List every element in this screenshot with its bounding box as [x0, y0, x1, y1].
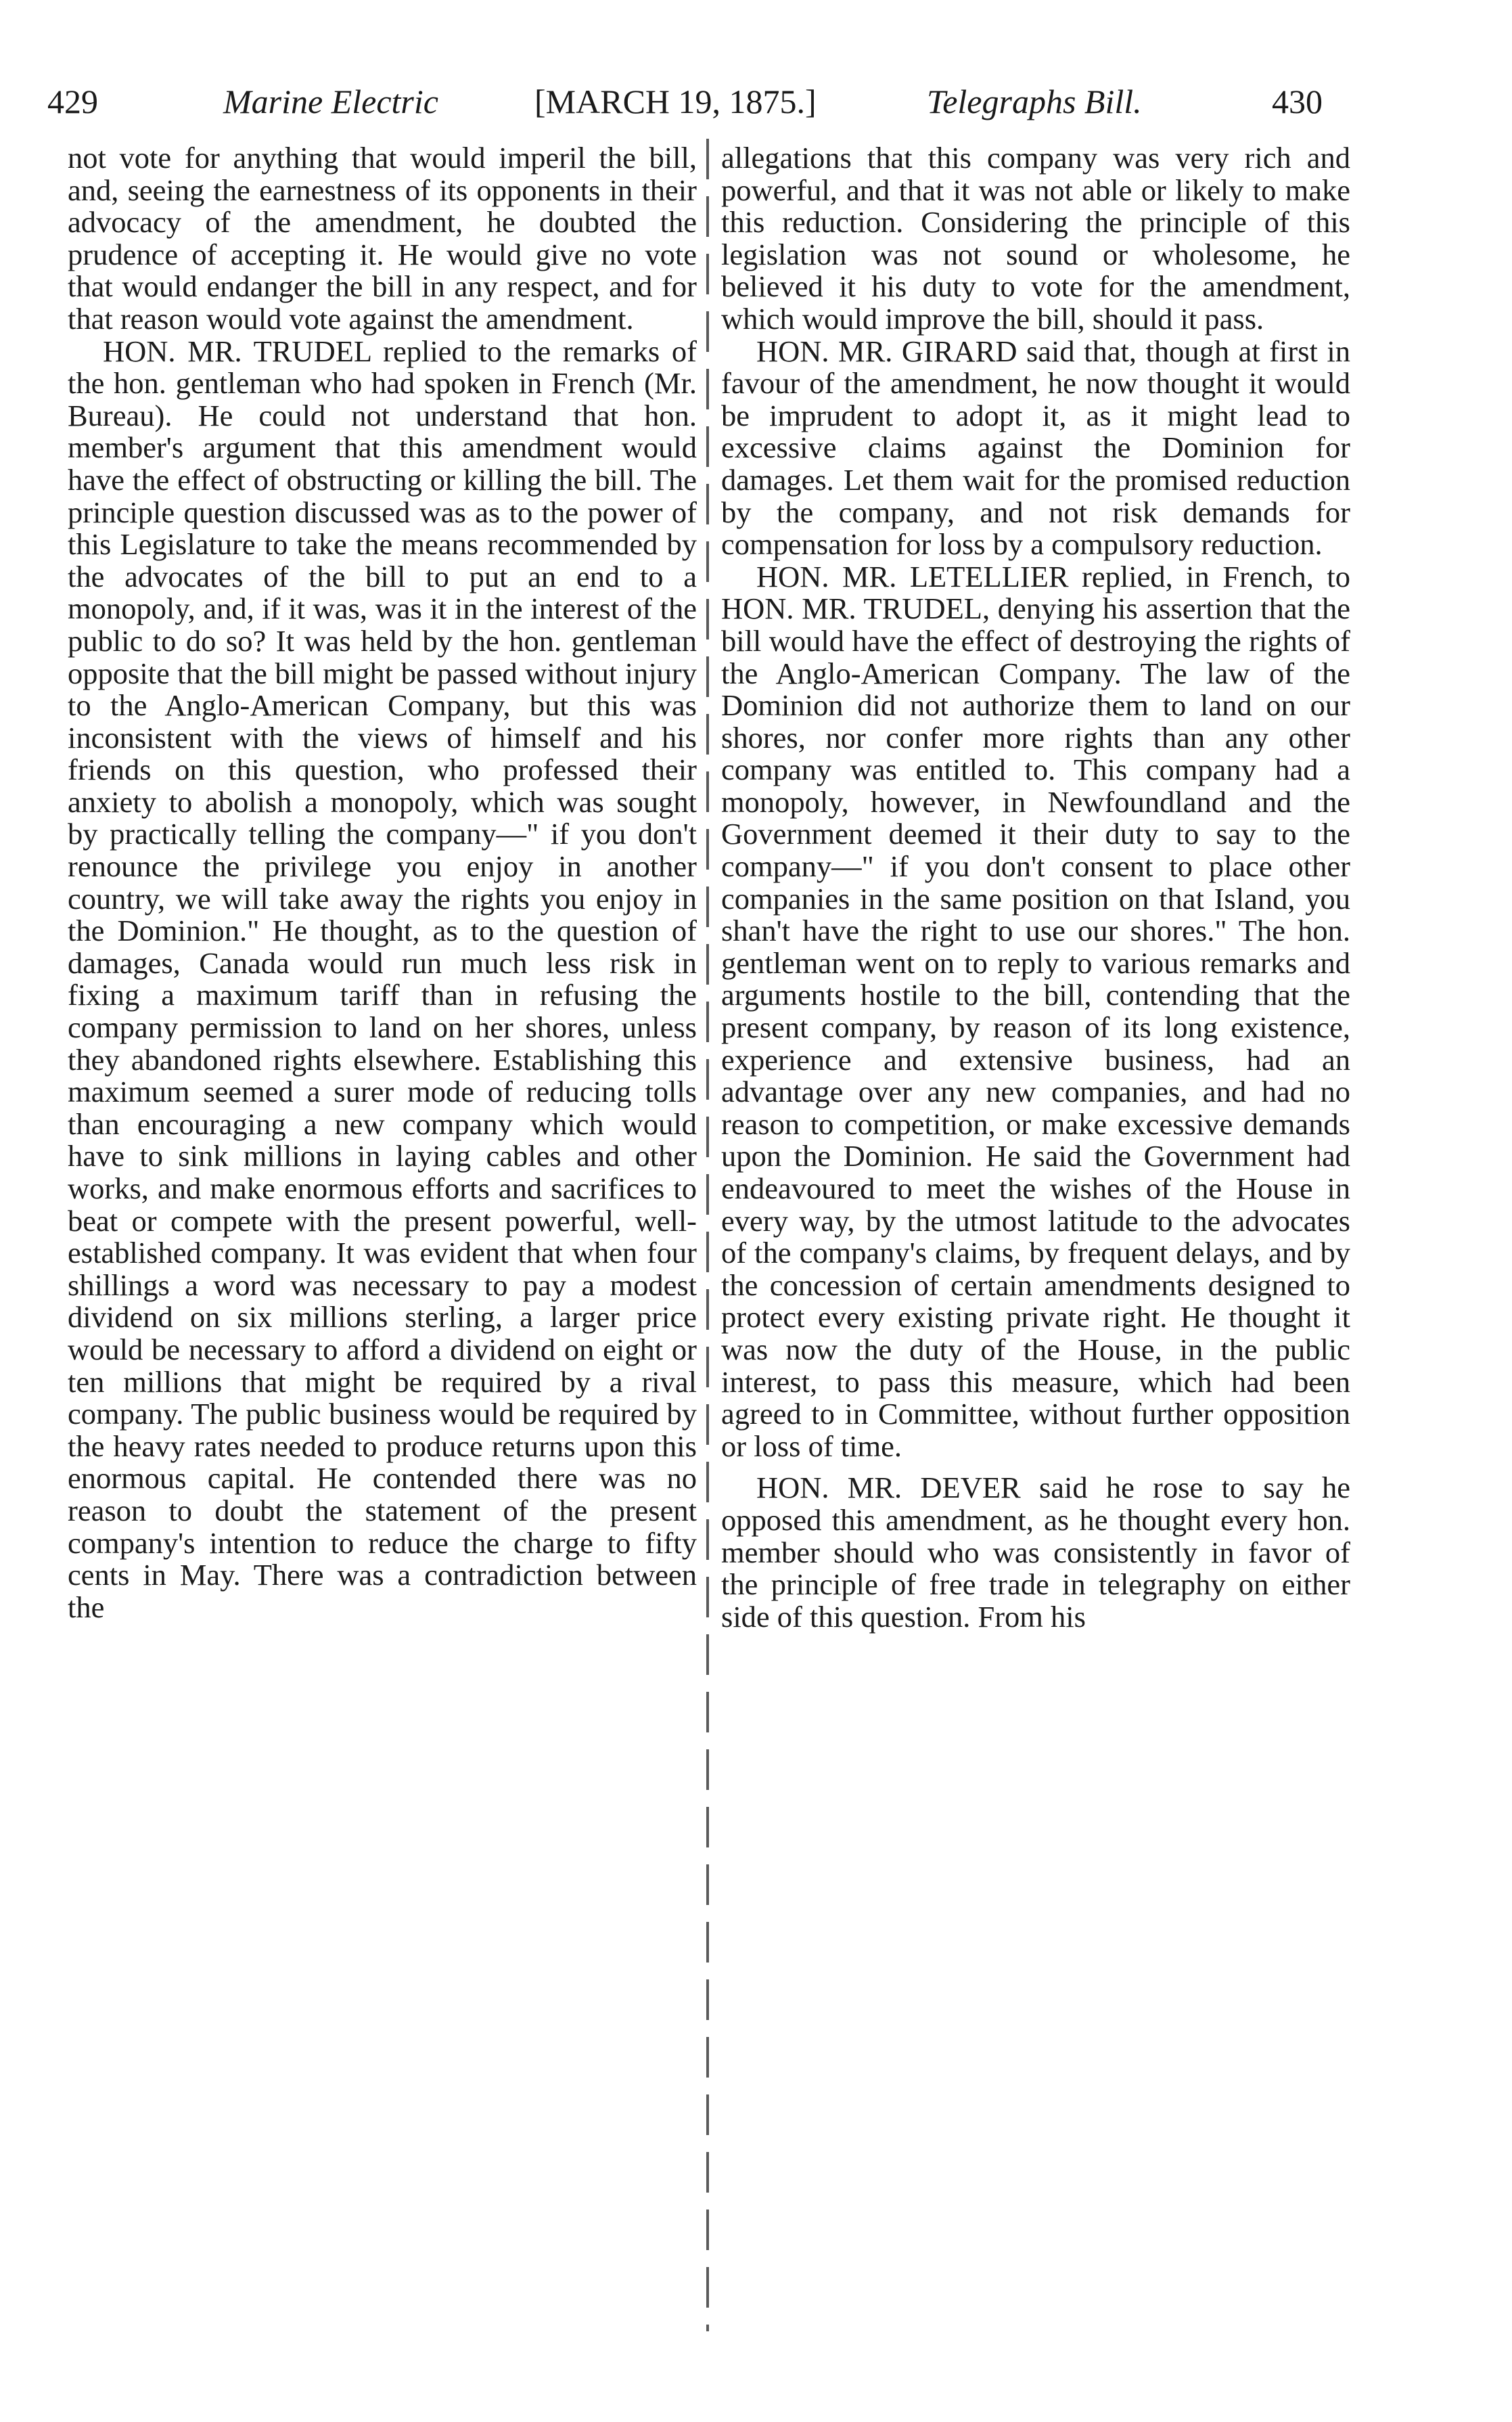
- header-date: [MARCH 19, 1875.]: [534, 83, 817, 120]
- right-running-title: Telegraphs Bill.: [927, 83, 1142, 120]
- right-page-number: 430: [1272, 83, 1323, 120]
- paragraph: not vote for anything that would imperil the bill, and, seeing the earnestness of its opponents in their advocacy of the amendment, he doubted the prudence of accepting it. He would give no vote that would endanger the bill in any respect, and for that reason would vote against the amendment.: [68, 141, 697, 336]
- left-column: [68, 142, 697, 1623]
- left-running-title: Marine Electric: [223, 83, 438, 120]
- paragraph: HON. MR. GIRARD said that, though at first in favour of the amendment, he now thought it would be imprudent to adopt it, as it might lead to excessive claims against the Dominion for damages. Let them wait for the promised reduction by the company, and not risk demands for compensation for loss by a compulsory reduction.: [721, 334, 1350, 562]
- paragraph: HON. MR. DEVER said he rose to say he opposed this amendment, as he thought every hon. member should who was consistently in favor of the principle of free trade in telegraphy on either side of this question. From his: [721, 1471, 1350, 1634]
- left-page-number: 429: [47, 83, 98, 120]
- paragraph: HON. MR. TRUDEL replied to the remarks of the hon. gentleman who had spoken in French (Mr. Bureau). He could not understand that hon. member's argument that this amendment would have the effect of obstructing or killing the bill. The principle question discussed was as to the power of this Legislature to take the means recommended by the advocates of the bill to put an end to a monopoly, and, if it was, was it in the interest of the public to do so? It was held by the hon. gentleman opposite that the bill might be passed without injury to the Anglo-American Company, but this was inconsistent with the views of himself and his friends on this question, who professed their anxiety to abolish a monopoly, which was sought by practically telling the company—" if you don't renounce the privilege you enjoy in another country, we will take away the rights you enjoy in the Dominion." He thought, as to the question of damages, Canada would run much less risk in fixing a maximum tariff than in refusing the company permission to land on her shores, unless they abandoned rights elsewhere. Establishing this maximum seemed a surer mode of reducing tolls than encouraging a new company which would have to sink millions in laying cables and other works, and make enormous efforts and sacrifices to beat or compete with the present powerful, well-established company. It was evident that when four shillings a word was necessary to pay a modest dividend on six millions sterling, a larger price would be necessary to afford a dividend on eight or ten millions that might be required by a rival company. The public business would be required by the heavy rates needed to produce returns upon this enormous capital. He contended there was no reason to doubt the statement of the present company's intention to reduce the charge to fifty cents in May. There was a contradiction between the: [68, 334, 697, 1624]
- running-header: [0, 68, 1512, 135]
- paragraph: HON. MR. LETELLIER replied, in French, to HON. MR. TRUDEL, denying his assertion that the bill would have the effect of destroying the rights of the Anglo-American Company. The law of the Dominion did not authorize them to land on our shores, nor confer more rights than any other company was entitled to. This company had a monopoly, however, in Newfoundland and the Government deemed it their duty to say to the company—" if you don't consent to place other companies in the same position on that Island, you shan't have the right to use our shores." The hon. gentleman went on to reply to various remarks and arguments hostile to the bill, contending that the present company, by reason of its long existence, experience and extensive business, had an advantage over any new companies, and had no reason to competition, or make excessive demands upon the Dominion. He said the Government had endeavoured to meet the wishes of the House in every way, by the utmost latitude to the advocates of the company's claims, by frequent delays, and by the concession of certain amendments designed to protect every existing private right. He thought it was now the duty of the House, in the public interest, to pass this measure, which had been agreed to in Committee, without further opposition or loss of time.: [721, 559, 1350, 1463]
- paragraph: allegations that this company was very rich and powerful, and that it was not able or likely to make this reduction. Considering the principle of this legislation was not sound or wholesome, he believed it his duty to vote for the amendment, which would improve the bill, should it pass.: [721, 141, 1350, 336]
- right-column: [721, 142, 1350, 1633]
- column-divider: [706, 139, 709, 2331]
